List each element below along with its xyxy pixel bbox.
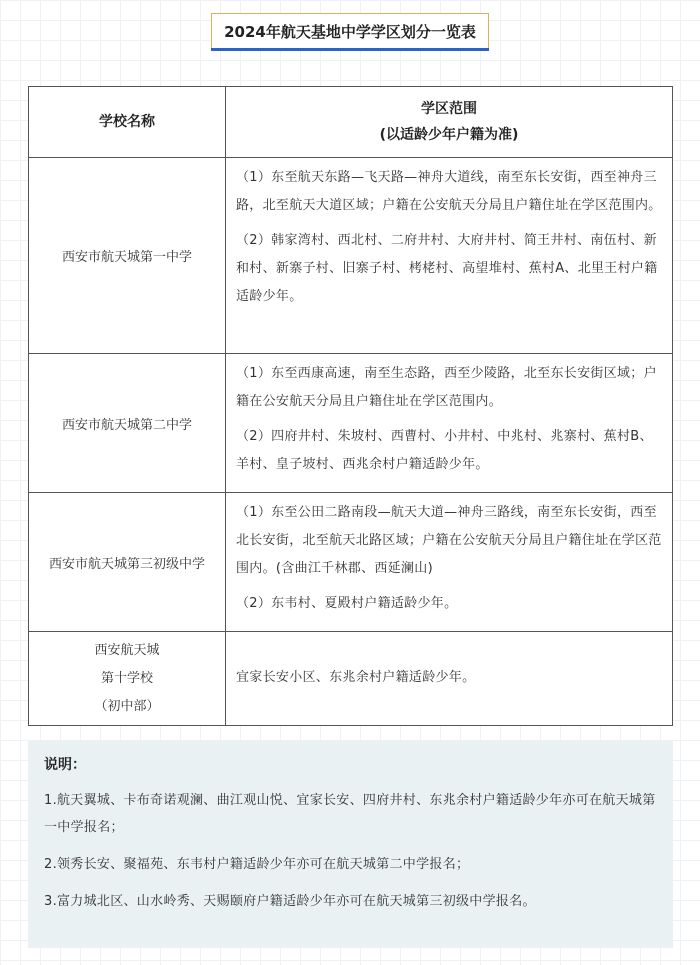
title-underline	[211, 48, 489, 51]
zone-paragraph: （2）四府井村、朱坡村、西曹村、小井村、中兆村、兆寨村、蕉村B、羊村、皇子坡村、西兆余村户籍适龄少年。	[236, 429, 653, 472]
school-name-line: 西安航天城	[94, 642, 160, 658]
note-item: 2.领秀长安、聚福苑、东韦村户籍适龄少年亦可在航天城第二中学报名；	[44, 857, 470, 872]
zone-paragraph: （2）东韦村、夏殿村户籍适龄少年。	[236, 596, 458, 611]
header-zone-range	[226, 87, 673, 158]
zone-paragraph: （1）东至公田二路南段—航天大道—神舟三路线，南至东长安街，西至北长安街，北至航天北路区域；户籍在公安航天分局且户籍住址在学区范围内。(含曲江千林郡、西延澜山)	[236, 505, 662, 576]
zone-paragraph: 宜家长安小区、东兆余村户籍适龄少年。	[236, 669, 476, 685]
school-name-line: 第十学校	[100, 670, 153, 686]
zone-paragraph: （2）韩家湾村、西北村、二府井村、大府井村、简王井村、南伍村、新和村、新寨子村、旧寨子村、栲栳村、高望堆村、蕉村A、北里王村户籍适龄少年。	[236, 233, 658, 304]
zone-range	[226, 632, 673, 726]
note-item: 3.富力城北区、山水岭秀、天赐颐府户籍适龄少年亦可在航天城第三初级中学报名。	[44, 894, 536, 909]
school-name: 西安市航天城第三初级中学	[29, 493, 226, 632]
school-zone-table	[28, 86, 673, 726]
table-header-row	[29, 87, 673, 158]
table-row	[29, 493, 673, 632]
school-name: 西安市航天城第二中学	[29, 354, 226, 493]
header-zone-range-title: 学区范围	[421, 101, 477, 117]
school-name	[29, 632, 226, 726]
zone-range	[226, 493, 673, 632]
table-row	[29, 632, 673, 726]
note-item: 1.航天翼城、卡布奇诺观澜、曲江观山悦、宜家长安、四府井村、东兆余村户籍适龄少年亦可在航天城第一中学报名；	[44, 793, 656, 835]
table-row	[29, 354, 673, 493]
header-zone-range-note: (以适龄少年户籍为准)	[379, 127, 519, 143]
notes-panel	[28, 741, 673, 948]
page-title-text: 2024年航天基地中学学区划分一览表	[224, 23, 476, 41]
page-title	[211, 13, 489, 48]
zone-paragraph: （1）东至西康高速，南至生态路，西至少陵路，北至东长安街区域；户籍在公安航天分局且户籍住址在学区范围内。	[236, 366, 657, 409]
zone-range	[226, 354, 673, 493]
header-school-name: 学校名称	[29, 87, 226, 158]
school-name-line: （初中部）	[94, 698, 160, 714]
table-row	[29, 158, 673, 354]
title-wrap	[0, 13, 700, 48]
school-name: 西安市航天城第一中学	[29, 158, 226, 354]
zone-range	[226, 158, 673, 354]
notes-heading: 说明：	[44, 757, 86, 773]
zone-paragraph: （1）东至航天东路—飞天路—神舟大道线，南至东长安街，西至神舟三路，北至航天大道区域；户籍在公安航天分局且户籍住址在学区范围内。	[236, 170, 662, 213]
